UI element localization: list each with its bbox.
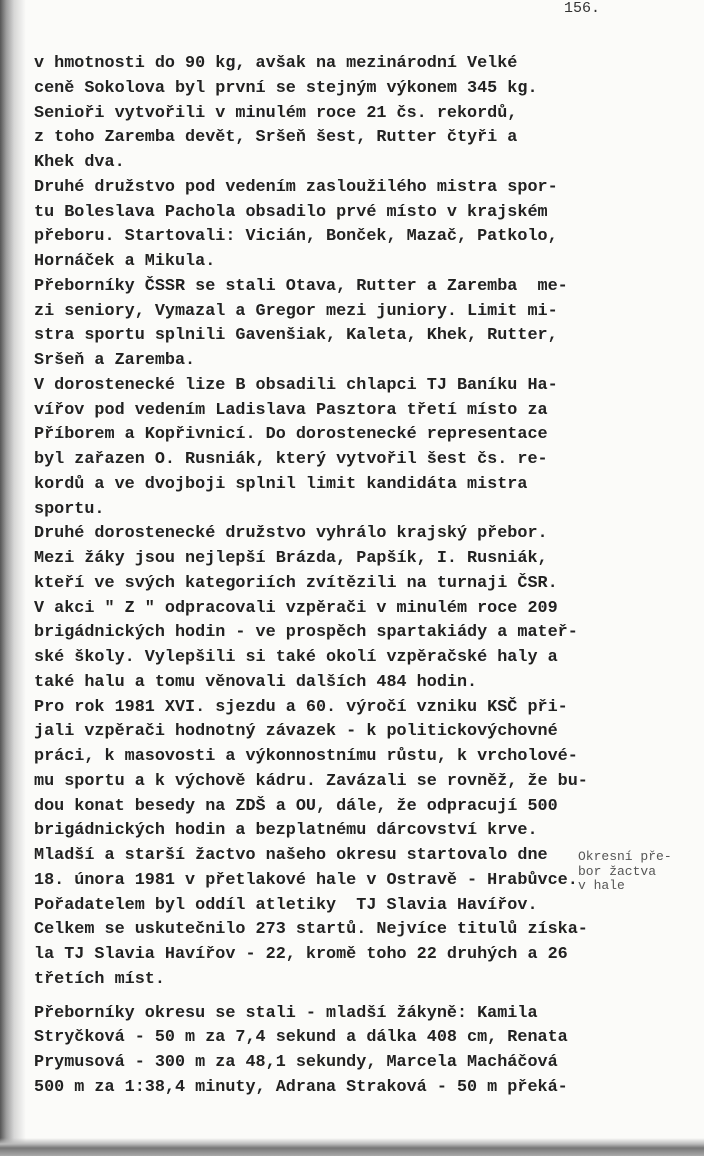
paragraph bbox=[34, 844, 588, 993]
scan-left-edge-shadow bbox=[0, 0, 26, 1156]
text-line: přeboru. Startovali: Vicián, Bonček, Mazač, Patkolo, bbox=[34, 227, 558, 247]
text-line: dou konat besedy na ZDŠ a OU, dále, že odpracují 500 bbox=[34, 796, 558, 816]
text-line: brigádnických hodin - ve prospěch spartakiády a mateř- bbox=[34, 623, 578, 643]
text-line: Prymusová - 300 m za 48,1 sekundy, Marcela Macháčová bbox=[34, 1053, 558, 1072]
paragraph bbox=[34, 374, 574, 523]
text-line: mu sportu a k výchově kádru. Zavázali se rovněž, že bu- bbox=[34, 771, 588, 791]
text-line: stra sportu splnili Gavenšiak, Kaleta, Khek, Rutter, bbox=[34, 326, 558, 346]
text-line: 18. února 1981 v přetlakové hale v Ostravě - Hrabůvce. bbox=[34, 870, 578, 890]
text-line: Přeborníky okresu se stali - mladší žákyně: Kamila bbox=[34, 1003, 538, 1023]
text-line: Sršeň a Zaremba. bbox=[34, 351, 196, 370]
margin-note-line: Okresní pře- bbox=[578, 849, 672, 864]
text-line: tu Boleslava Pachola obsadilo prvé místo v krajském bbox=[34, 202, 548, 222]
margin-note-line: v hale bbox=[578, 878, 625, 893]
text-line: Druhé dorostenecké družstvo vyhrálo krajský přebor. bbox=[34, 524, 548, 544]
text-line: jali vzpěrači hodnotný závazek - k politickovýchovné bbox=[34, 722, 558, 742]
text-line: kteří ve svých kategoriích zvítězili na turnaji ČSR. bbox=[34, 573, 558, 593]
text-line: V akci " Z " odpracovali vzpěrači v minulém roce 209 bbox=[34, 598, 558, 618]
text-line: z toho Zaremba devět, Sršeň šest, Rutter čtyři a bbox=[34, 128, 518, 148]
text-line: V dorostenecké lize B obsadili chlapci TJ Baníku Ha- bbox=[34, 375, 558, 395]
paragraph bbox=[34, 52, 574, 176]
text-line: sportu. bbox=[34, 499, 105, 519]
paragraph bbox=[34, 696, 588, 845]
text-line: Mezi žáky jsou nejlepší Brázda, Papšík, I. Rusniák, bbox=[34, 549, 548, 568]
text-line: Druhé družstvo pod vedením zasloužilého mistra spor- bbox=[34, 177, 558, 197]
text-line: kordů a ve dvojboji splnil limit kandidáta mistra bbox=[34, 474, 528, 494]
text-line: Celkem se uskutečnilo 273 startů. Nejvíce titulů získa- bbox=[34, 920, 588, 940]
text-line: vířov pod vedením Ladislava Pasztora třetí místo za bbox=[34, 400, 548, 420]
text-line: Stryčková - 50 m za 7,4 sekund a dálka 408 cm, Renata bbox=[34, 1028, 568, 1048]
margin-note bbox=[578, 850, 672, 894]
text-line: Hornáček a Mikula. bbox=[34, 252, 216, 271]
paragraph bbox=[34, 176, 574, 275]
paragraph bbox=[34, 522, 578, 695]
scan-bottom-edge bbox=[0, 1138, 704, 1156]
page-number: 156. bbox=[564, 0, 601, 17]
text-line: Přeborníky ČSSR se stali Otava, Rutter a Zaremba me- bbox=[34, 276, 568, 296]
text-line: třetích míst. bbox=[34, 969, 165, 989]
text-line: Příborem a Kopřivnicí. Do dorostenecké representace bbox=[34, 425, 548, 445]
text-line: 500 m za 1:38,4 minuty, Adrana Straková - 50 m překá- bbox=[34, 1077, 568, 1097]
text-line: ceně Sokolova byl první se stejným výkonem 345 kg. bbox=[34, 78, 538, 98]
text-line: ské školy. Vylepšili si také okolí vzpěračské haly a bbox=[34, 648, 558, 667]
paragraph bbox=[34, 1002, 574, 1101]
text-line: brigádnických hodin a bezplatnému dárcovství krve. bbox=[34, 821, 538, 841]
text-line: Senioři vytvořili v minulém roce 21 čs. rekordů, bbox=[34, 103, 518, 123]
text-line: práci, k masovosti a výkonnostnímu růstu, k vrcholové- bbox=[34, 747, 578, 766]
text-line: byl zařazen O. Rusniák, který vytvořil šest čs. re- bbox=[34, 450, 548, 469]
text-line: Mladší a starší žactvo našeho okresu startovalo dne bbox=[34, 846, 548, 865]
text-line: Pro rok 1981 XVI. sjezdu a 60. výročí vzniku KSČ při- bbox=[34, 697, 568, 717]
text-line: la TJ Slavia Havířov - 22, kromě toho 22 druhých a 26 bbox=[34, 945, 568, 964]
paragraph bbox=[34, 275, 574, 374]
margin-note-line: bor žactva bbox=[578, 863, 657, 879]
text-line: zi seniory, Vymazal a Gregor mezi juniory. Limit mi- bbox=[34, 301, 558, 321]
document-body bbox=[34, 52, 588, 1101]
text-line: v hmotnosti do 90 kg, avšak na mezinárodní Velké bbox=[34, 54, 518, 73]
text-line: Pořadatelem byl oddíl atletiky TJ Slavia Havířov. bbox=[34, 895, 538, 915]
text-line: také halu a tomu věnovali dalších 484 hodin. bbox=[34, 672, 478, 692]
text-line: Khek dva. bbox=[34, 153, 125, 172]
